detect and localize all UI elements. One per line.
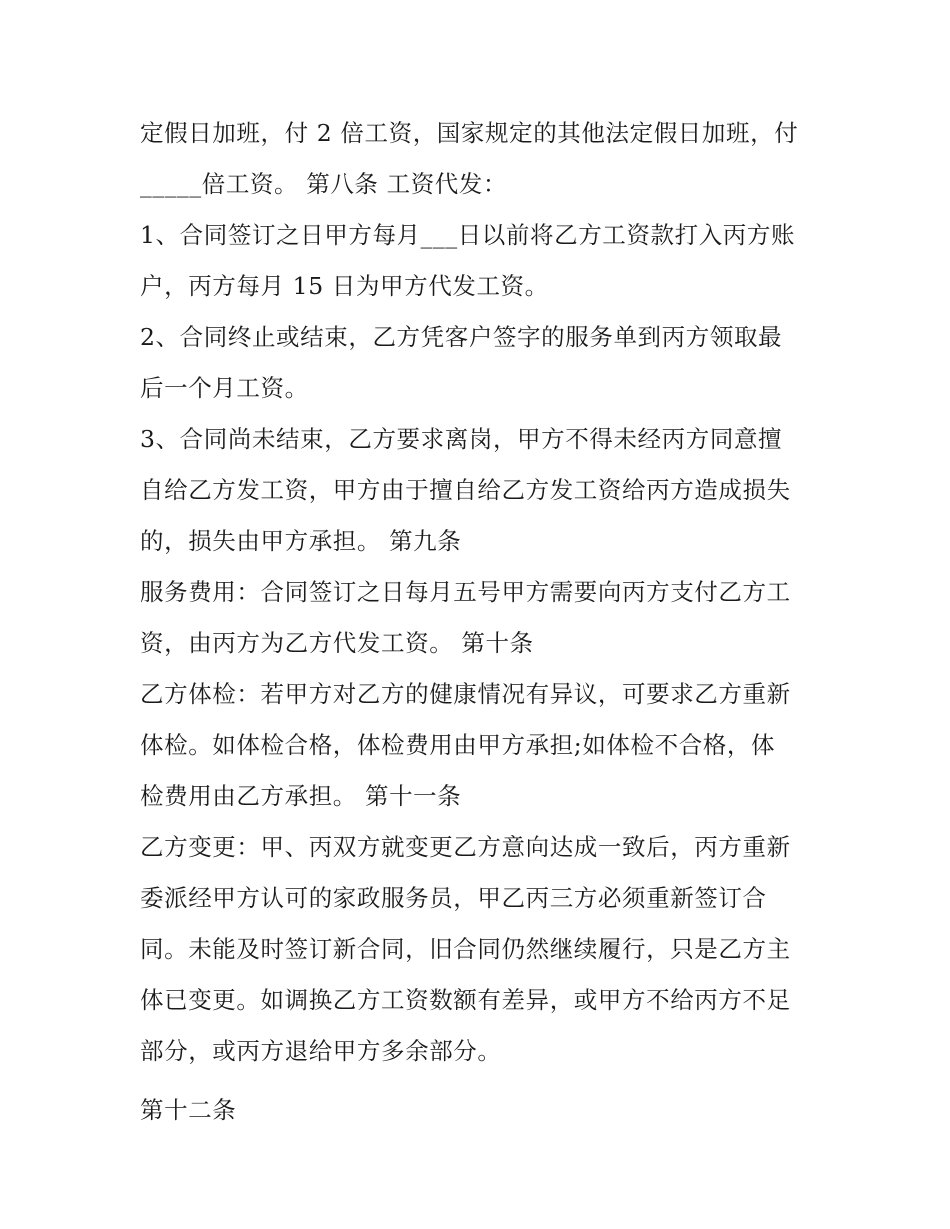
text-line: 的，损失由甲方承担。 第九条: [140, 527, 462, 555]
text-line: 服务费用：合同签订之日每月五号甲方需要向丙方支付乙方工: [140, 578, 791, 606]
text-line: 自给乙方发工资，甲方由于擅自给乙方发工资给丙方造成损失: [140, 476, 791, 504]
text-line: 3、合同尚未结束，乙方要求离岗，甲方不得未经丙方同意擅: [140, 425, 783, 453]
text-line: 同。未能及时签订新合同，旧合同仍然继续履行，只是乙方主: [140, 935, 791, 963]
section-heading: 第十二条: [140, 1096, 237, 1124]
text-line: 乙方体检：若甲方对乙方的健康情况有异议，可要求乙方重新: [140, 680, 791, 708]
text-line: 委派经甲方认可的家政服务员，甲乙丙三方必须重新签订合: [140, 884, 767, 912]
text-line: 检费用由乙方承担。 第十一条: [140, 782, 462, 810]
document-body: [140, 108, 820, 1136]
text-line: 2、合同终止或结束，乙方凭客户签字的服务单到丙方领取最: [140, 323, 783, 351]
text-line: 户，丙方每月 15 日为甲方代发工资。: [140, 272, 549, 300]
text-line: 体已变更。如调换乙方工资数额有差异，或甲方不给丙方不足: [140, 986, 791, 1014]
text-line: 后一个月工资。: [140, 374, 309, 402]
text-line: 1、合同签订之日甲方每月___日以前将乙方工资款打入丙方账: [140, 221, 796, 249]
text-line: 乙方变更：甲、丙双方就变更乙方意向达成一致后，丙方重新: [140, 833, 791, 861]
text-line: 部分，或丙方退给甲方多余部分。: [140, 1037, 502, 1065]
text-line: _____倍工资。 第八条 工资代发：: [140, 170, 508, 198]
text-line: 资，由丙方为乙方代发工资。 第十条: [140, 629, 534, 657]
text-line: 体检。如体检合格，体检费用由甲方承担;如体检不合格，体: [140, 731, 776, 759]
text-line: 定假日加班，付 2 倍工资，国家规定的其他法定假日加班，付: [140, 119, 799, 147]
